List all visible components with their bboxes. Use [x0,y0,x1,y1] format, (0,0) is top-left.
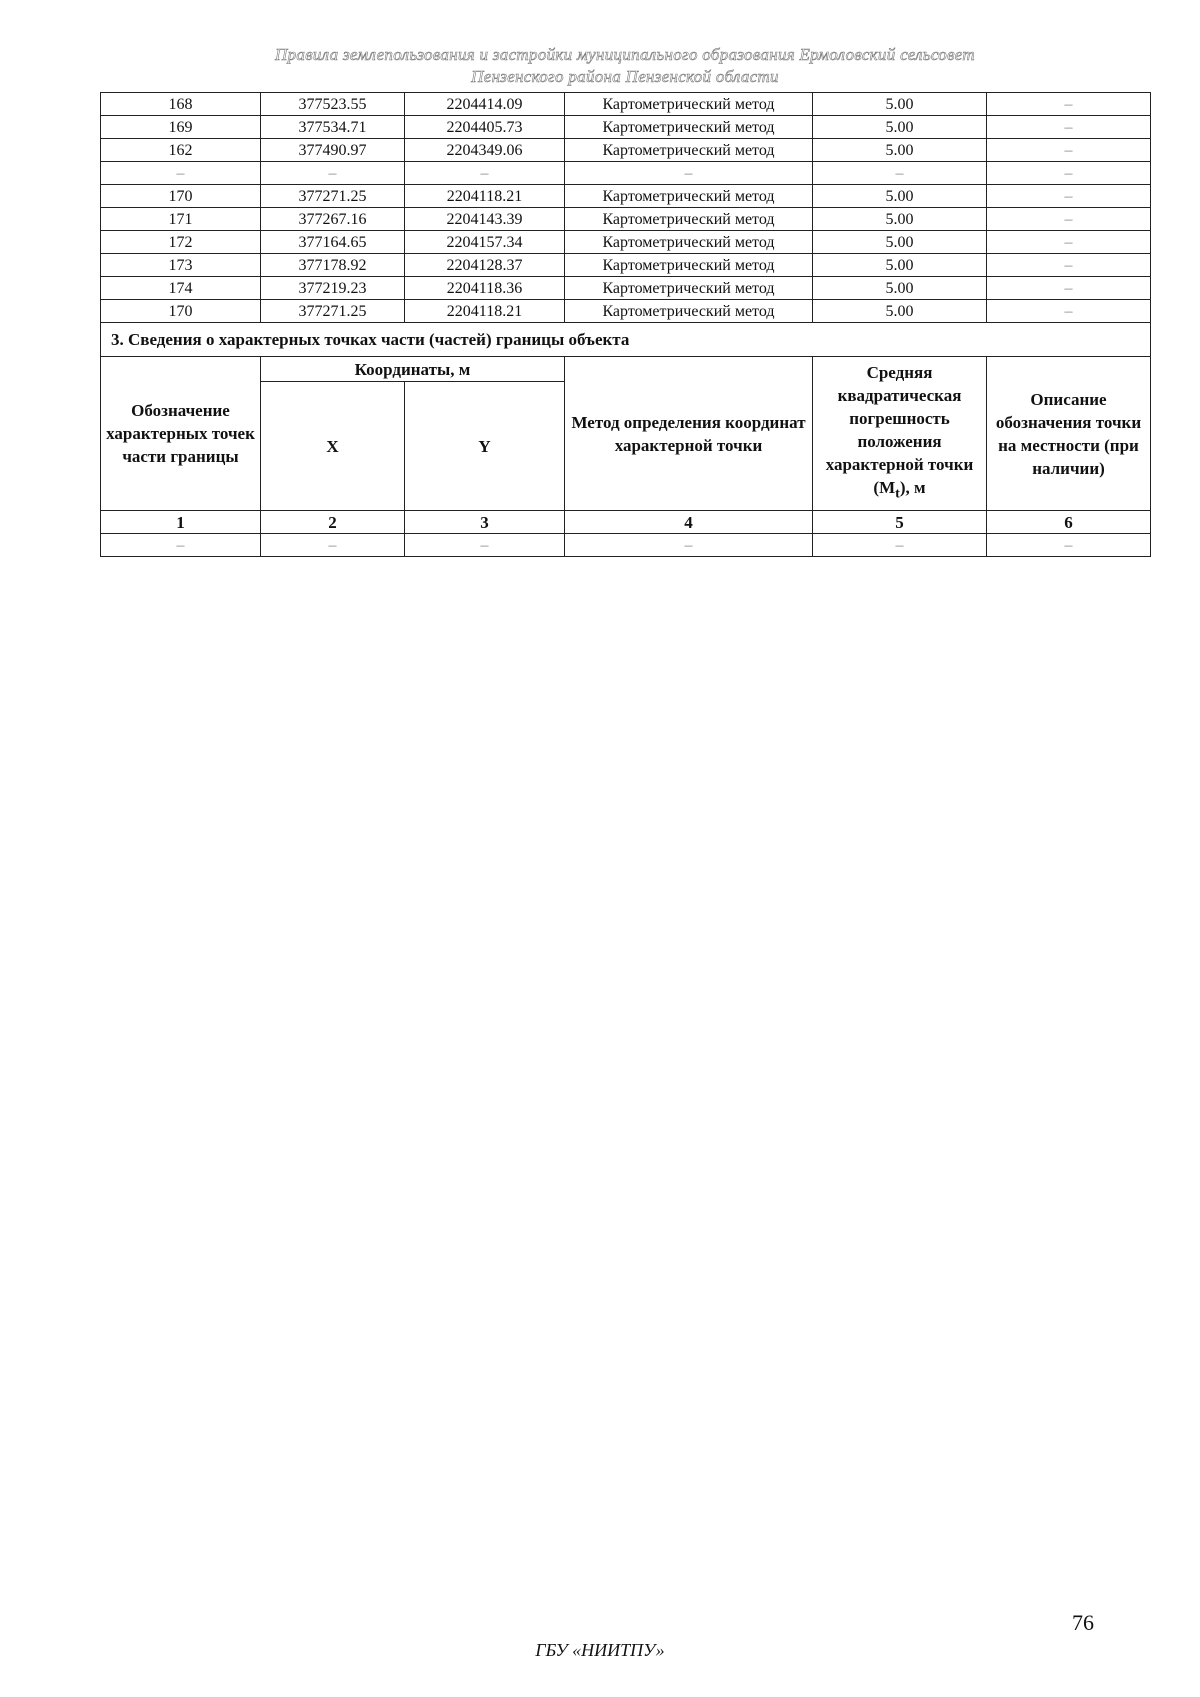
table-cell: – [565,162,813,185]
table-row [101,139,1151,162]
table-cell: – [987,277,1151,300]
table-cell: – [987,254,1151,277]
col-header-error-subscript: t [895,485,900,502]
header-line-2: Пензенского района Пензенской области [471,67,779,86]
column-number: 4 [565,511,813,534]
document-header [100,44,1150,88]
table-cell: – [261,162,405,185]
table-cell: – [987,116,1151,139]
table-cell: 169 [101,116,261,139]
table-cell: Картометрический метод [565,300,813,323]
page-number: 76 [1072,1610,1094,1635]
table-cell: 5.00 [813,254,987,277]
table-cell: 173 [101,254,261,277]
table-row [101,93,1151,116]
footer-organization: ГБУ «НИИТПУ» [535,1640,665,1660]
table-cell: 2204118.21 [405,185,565,208]
table-cell: 5.00 [813,231,987,254]
header-line-1: Правила землепользования и застройки муниципального образования Ермоловский сельсовет [275,45,975,64]
table-cell: 377178.92 [261,254,405,277]
table-cell: 5.00 [813,93,987,116]
table-cell: 5.00 [813,116,987,139]
column-number: 3 [405,511,565,534]
table-cell: 170 [101,300,261,323]
table-cell: – [261,534,405,557]
table-cell: 377271.25 [261,300,405,323]
table-cell: 5.00 [813,139,987,162]
table-cell: – [813,162,987,185]
section-3-empty-row [101,534,1151,557]
table-cell: – [405,162,565,185]
table-cell: 2204128.37 [405,254,565,277]
table-cell: – [987,231,1151,254]
col-header-error [813,357,987,511]
table-cell: 2204157.34 [405,231,565,254]
table-cell: 5.00 [813,300,987,323]
col-header-description: Описание обозначения точки на местности (при наличии) [987,357,1151,511]
table-cell: 377490.97 [261,139,405,162]
table-cell: – [565,534,813,557]
table-cell: 377164.65 [261,231,405,254]
col-header-coordinates: Координаты, м [261,357,565,382]
table-cell: 377271.25 [261,185,405,208]
table-cell: – [987,185,1151,208]
table-row [101,254,1151,277]
table-cell: 2204414.09 [405,93,565,116]
table-cell: Картометрический метод [565,254,813,277]
table-cell: – [101,162,261,185]
col-header-x: X [261,382,405,511]
col-header-designation: Обозначение характерных точек части границы [101,357,261,511]
table-cell: 377267.16 [261,208,405,231]
column-number: 5 [813,511,987,534]
column-number: 6 [987,511,1151,534]
table-cell: Картометрический метод [565,93,813,116]
table-cell: – [987,93,1151,116]
col-header-y: Y [405,382,565,511]
table-cell: – [987,139,1151,162]
section-3-header-row-1 [101,357,1151,382]
col-header-error-text: Средняя квадратическая погрешность положения характерной точки (M [825,363,974,498]
table-cell: 5.00 [813,185,987,208]
table-cell: Картометрический метод [565,208,813,231]
table-row [101,231,1151,254]
table-cell: 171 [101,208,261,231]
table-cell: – [987,534,1151,557]
table-cell: 2204118.36 [405,277,565,300]
table-cell: Картометрический метод [565,277,813,300]
table-cell: 2204143.39 [405,208,565,231]
table-cell: Картометрический метод [565,116,813,139]
table-cell: Картометрический метод [565,231,813,254]
table-row [101,277,1151,300]
column-number: 1 [101,511,261,534]
table-cell: 2204349.06 [405,139,565,162]
table-cell: – [987,300,1151,323]
table-cell: 162 [101,139,261,162]
table-cell: 2204118.21 [405,300,565,323]
table-cell: 377219.23 [261,277,405,300]
table-cell: 377523.55 [261,93,405,116]
col-header-error-unit: ), м [899,478,926,498]
table-cell: 2204405.73 [405,116,565,139]
table-cell: – [987,162,1151,185]
table-cell: 168 [101,93,261,116]
table-cell: Картометрический метод [565,139,813,162]
table-cell: – [405,534,565,557]
table-cell: 170 [101,185,261,208]
table-cell: Картометрический метод [565,185,813,208]
table-row [101,300,1151,323]
section-3-row [101,323,1151,357]
table-row [101,208,1151,231]
coordinates-table [100,92,1151,557]
column-number: 2 [261,511,405,534]
table-cell: 172 [101,231,261,254]
table-row [101,185,1151,208]
table-cell: 5.00 [813,277,987,300]
points-table-body [101,93,1151,323]
table-cell: 5.00 [813,208,987,231]
table-row [101,116,1151,139]
table-cell: 174 [101,277,261,300]
table-cell: – [987,208,1151,231]
table-row [101,162,1151,185]
column-numbers-row [101,511,1151,534]
section-3-title: 3. Сведения о характерных точках части (частей) границы объекта [101,323,1151,357]
table-cell: – [101,534,261,557]
table-cell: – [813,534,987,557]
table-cell: 377534.71 [261,116,405,139]
col-header-method: Метод определения координат характерной точки [565,357,813,511]
